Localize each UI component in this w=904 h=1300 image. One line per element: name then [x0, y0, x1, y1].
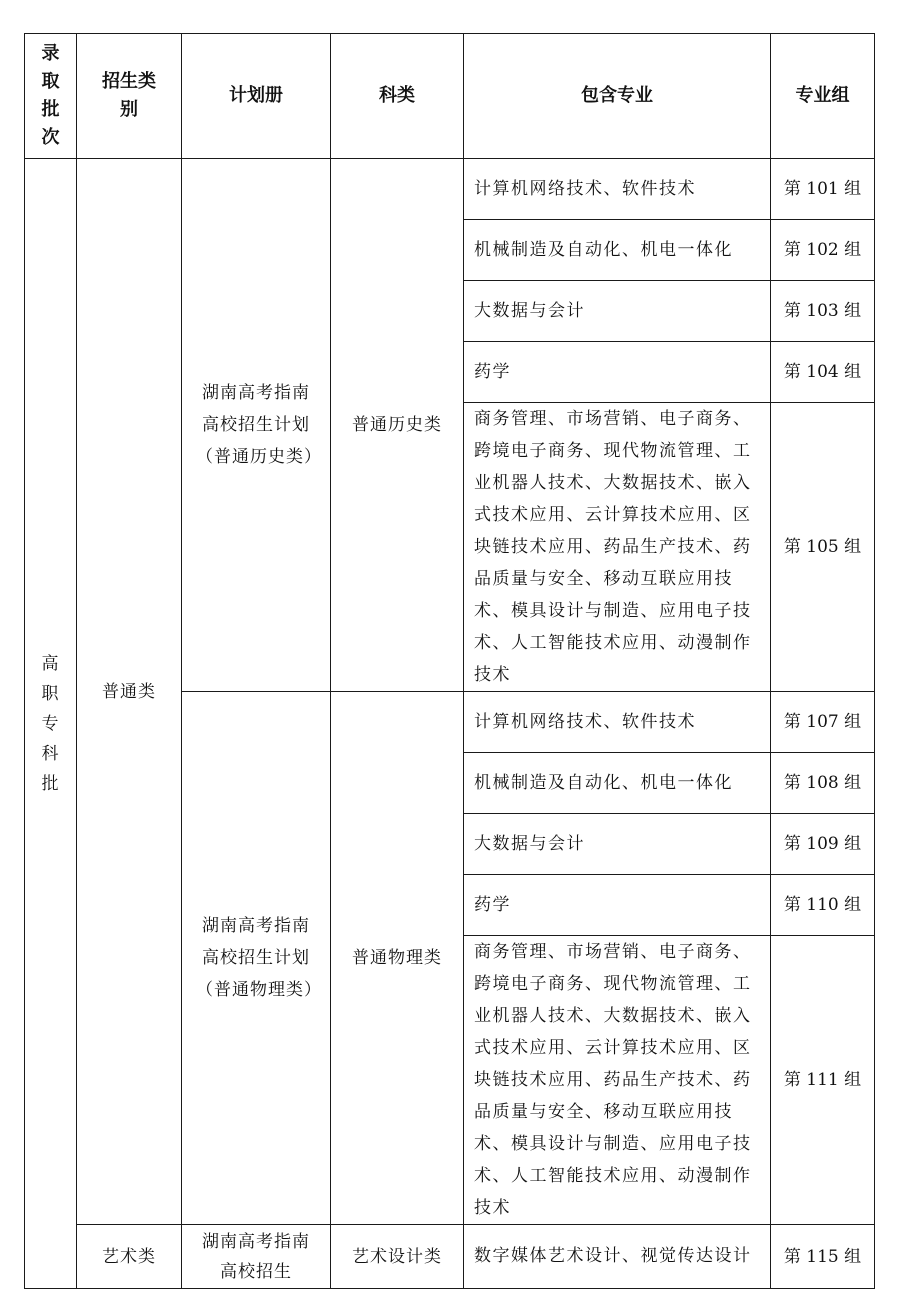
header-batch-c3: 批: [41, 99, 60, 120]
header-category: [77, 34, 182, 159]
majors-cell: 商务管理、市场营销、电子商务、跨境电子商务、现代物流管理、工业机器人技术、大数据技术、嵌入式技术应用、云计算技术应用、区块链技术应用、药品生产技术、药品质量与安全、移动互联应用技术、模具设计与制造、应用电子技术、人工智能技术应用、动漫制作技术: [464, 936, 771, 1225]
group-cell: 第 105 组: [771, 403, 875, 692]
subject-history: 普通历史类: [331, 159, 464, 692]
header-batch-c1: 录: [41, 43, 60, 64]
header-category-l1: 招生类: [102, 71, 156, 92]
batch-c1: 高: [41, 653, 60, 674]
header-batch-c4: 次: [41, 127, 60, 148]
plan-history: 湖南高考指南高校招生计划（普通历史类）: [182, 159, 331, 692]
category-art: 艺术类: [77, 1225, 182, 1289]
majors-cell: 大数据与会计: [464, 814, 771, 875]
plan-art: 湖南高考指南高校招生: [182, 1225, 331, 1289]
header-row: [25, 34, 875, 159]
group-cell: 第 107 组: [771, 692, 875, 753]
group-cell: 第 101 组: [771, 159, 875, 220]
subject-physics: 普通物理类: [331, 692, 464, 1225]
group-cell: 第 109 组: [771, 814, 875, 875]
batch-c4: 科: [41, 743, 60, 764]
group-cell: 第 115 组: [771, 1225, 875, 1289]
majors-cell: 机械制造及自动化、机电一体化: [464, 220, 771, 281]
plan-physics: 湖南高考指南高校招生计划（普通物理类）: [182, 692, 331, 1225]
header-majors: 包含专业: [464, 34, 771, 159]
table-row: [25, 1225, 875, 1289]
category-general: 普通类: [77, 159, 182, 1225]
group-cell: 第 104 组: [771, 342, 875, 403]
header-batch-c2: 取: [41, 71, 60, 92]
header-batch: [25, 34, 77, 159]
header-group: 专业组: [771, 34, 875, 159]
batch-c3: 专: [41, 713, 60, 734]
group-cell: 第 110 组: [771, 875, 875, 936]
majors-cell: 计算机网络技术、软件技术: [464, 692, 771, 753]
header-plan: 计划册: [182, 34, 331, 159]
majors-cell: 药学: [464, 342, 771, 403]
majors-cell: 计算机网络技术、软件技术: [464, 159, 771, 220]
group-cell: 第 103 组: [771, 281, 875, 342]
majors-cell: 机械制造及自动化、机电一体化: [464, 753, 771, 814]
admission-plan-table: [24, 33, 875, 1289]
majors-cell: 商务管理、市场营销、电子商务、跨境电子商务、现代物流管理、工业机器人技术、大数据技术、嵌入式技术应用、云计算技术应用、区块链技术应用、药品生产技术、药品质量与安全、移动互联应用技术、模具设计与制造、应用电子技术、人工智能技术应用、动漫制作技术: [464, 403, 771, 692]
group-cell: 第 108 组: [771, 753, 875, 814]
batch-c5: 批: [41, 773, 60, 794]
table-row: [25, 159, 875, 220]
batch-cell: [25, 159, 77, 1289]
group-cell: 第 111 组: [771, 936, 875, 1225]
subject-art: 艺术设计类: [331, 1225, 464, 1289]
majors-cell: 数字媒体艺术设计、视觉传达设计: [464, 1225, 771, 1289]
majors-cell: 药学: [464, 875, 771, 936]
header-subject: 科类: [331, 34, 464, 159]
majors-cell: 大数据与会计: [464, 281, 771, 342]
header-category-l2: 别: [120, 99, 138, 120]
group-cell: 第 102 组: [771, 220, 875, 281]
batch-c2: 职: [41, 683, 60, 704]
